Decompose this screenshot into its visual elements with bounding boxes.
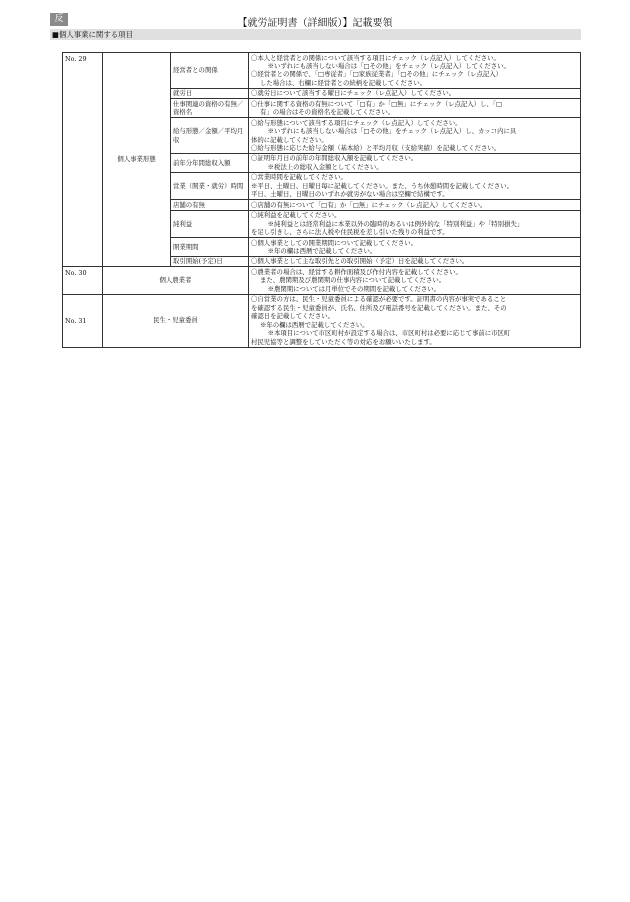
item-description: 〇自営業の方は、民生・児童委員による確認が必要です。証明書の内容が事実であること を確認する民生・児童委員が、氏名、住所及び電話番号を記載してください。また、その 確認日を記載してください。 ※年の欄は西暦で記載してください。 ※本項目について市区町村が設定する場合は、市区町村は必要に応じて事前に市区町 村民児協等と調整をしていただく等の対応をお願いいたします。 [249, 294, 581, 347]
row-number: No. 31 [63, 294, 103, 347]
item-description: 〇純利益を記載してください。 ※純利益とは経常利益に本業以外の臨時的あるいは例外的な「特別利益」や「特別損失」 を足し引きし、さらに法人税や住民税を差し引いた残りの利益です。 [249, 210, 581, 237]
page-title: 【就労証明書（詳細版）】記載要領 [237, 18, 393, 29]
item-description: 〇営業時間を記載してください。 ※平日、土曜日、日曜日毎に記載してください。また、うち休憩時間を記載してください。 平日、土曜日、日曜日のいずれか就労がない場合は空欄で結構です。 [249, 172, 581, 199]
item-label: 開業期間 [171, 238, 249, 257]
table-row [63, 294, 581, 347]
item-label: 経営者との関係 [171, 53, 249, 89]
item-label: 前年分年間総収入額 [171, 153, 249, 172]
page-mark: 反 [50, 13, 68, 26]
item-label: 取引開始(予定)日 [171, 256, 249, 266]
row-category: 個人事業形態 [103, 53, 171, 267]
requirements-table [62, 52, 581, 348]
table-row [63, 53, 581, 89]
item-label: 営業（開業・就労）時間 [171, 172, 249, 199]
item-description: 〇証明年月日の前年の年間総収入額を記載してください。 ※税法上の総収入金額としてください。 [249, 153, 581, 172]
row-number: No. 30 [63, 267, 103, 294]
item-description: 〇農業者の場合は、経営する耕作面積及び作付内容を記載してください。 また、農閑期及び農閑期の仕事内容について記載してください。 ※農閑期については月単位でその期間を記載してください。 [249, 267, 581, 294]
item-label: 純利益 [171, 210, 249, 237]
item-description: 〇仕事に関する資格の有無について「□有」か「□無」にチェック（レ点記入）し、「□ 有」の場合はその資格名を記載してください。 [249, 99, 581, 118]
section-heading: ■個人事業に関する項目 [50, 29, 581, 40]
row-category: 民生・児童委員 [103, 294, 249, 347]
item-label: 給与形態／金額／平均月収 [171, 118, 249, 154]
item-description: 〇店舗の有無について「□有」か「□無」にチェック（レ点記入）してください。 [249, 200, 581, 210]
item-description: 〇給与形態について該当する項目にチェック（レ点記入）してください。 ※いずれにも該当しない場合は「□その他」をチェック（レ点記入）し、カッコ内に具 体的に記載してください。 〇給与形態に応じた給与金額（基本給）と平均月収（支給実績）を記載してください。 [249, 118, 581, 154]
item-label: 仕事関連の資格の有無／資格名 [171, 99, 249, 118]
item-description: 〇本人と経営者との関係について該当する項目にチェック（レ点記入）してください。 ※いずれにも該当しない場合は「□その他」をチェック（レ点記入）してください。 〇経営者との関係で、「□専従者」「□家族従業者」「□その他」にチェック（レ点記入） した場合は、右欄に経営者との続柄を記載してください。 [249, 53, 581, 89]
row-number: No. 29 [63, 53, 103, 267]
row-category: 個人農業者 [103, 267, 249, 294]
item-label: 就労日 [171, 88, 249, 98]
item-description: 〇就労日について該当する曜日にチェック（レ点記入）してください。 [249, 88, 581, 98]
item-label: 店舗の有無 [171, 200, 249, 210]
item-description: 〇個人事業としての開業期間について記載してください。 ※年の欄は西暦で記載してください。 [249, 238, 581, 257]
item-description: 〇個人事業として主な取引先との取引開始（予定）日を記載してください。 [249, 256, 581, 266]
table-row [63, 267, 581, 294]
